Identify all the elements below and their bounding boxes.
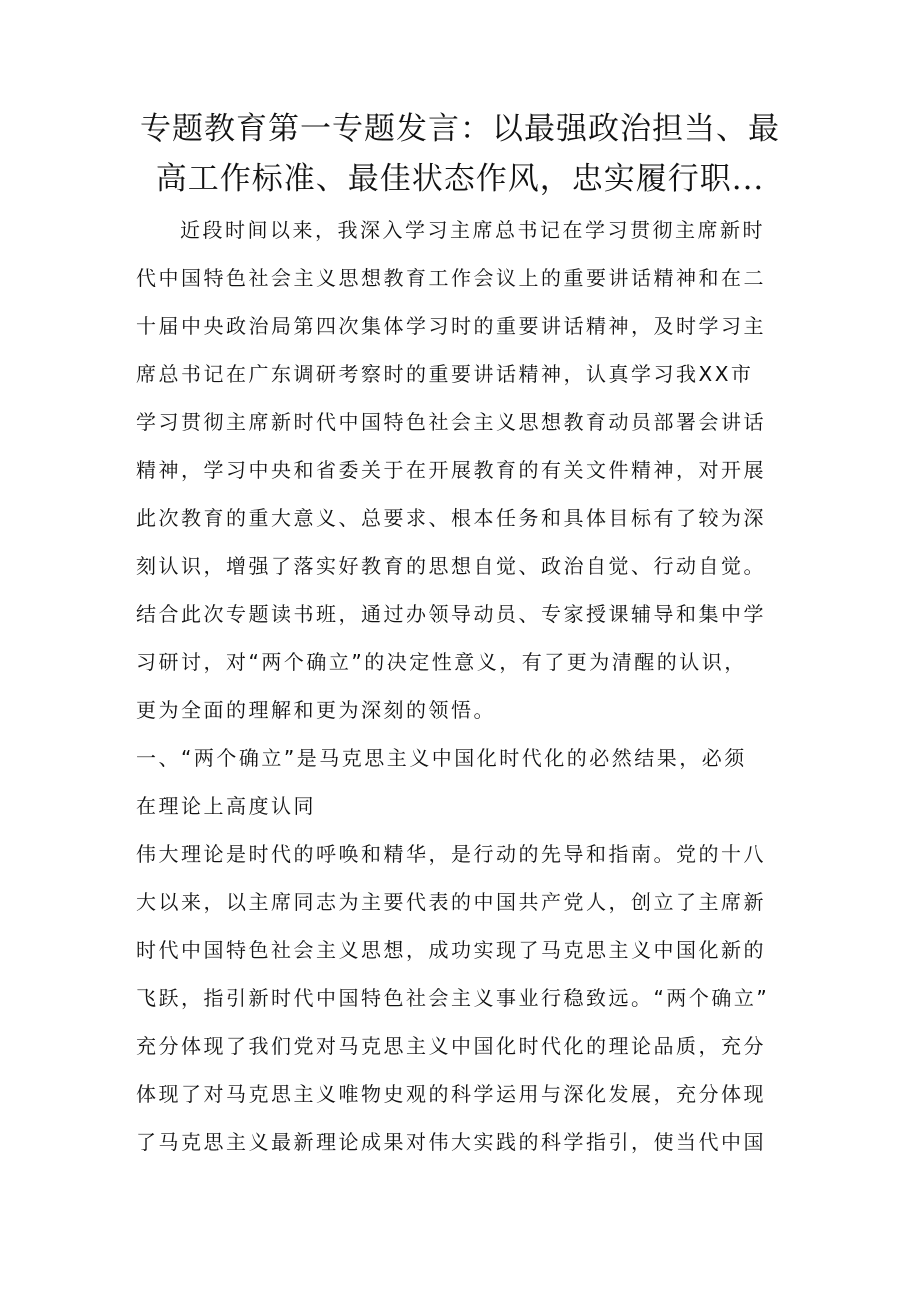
intro-line: 结合此次专题读书班，通过办领导动员、专家授课辅导和集中学 xyxy=(136,602,766,626)
intro-line: 席总书记在广东调研考察时的重要讲话精神，认真学习我XX市 xyxy=(136,362,754,386)
section-body-line: 伟大理论是时代的呼唤和精华，是行动的先导和指南。党的十八 xyxy=(136,842,766,866)
section-heading-line: 一、“两个确立”是马克思主义中国化时代化的必然结果，必须 xyxy=(136,746,747,770)
intro-line: 代中国特色社会主义思想教育工作会议上的重要讲话精神和在二 xyxy=(136,266,766,290)
intro-line: 更为全面的理解和更为深刻的领悟。 xyxy=(136,698,496,722)
intro-line: 近段时间以来，我深入学习主席总书记在学习贯彻主席新时 xyxy=(180,218,765,242)
document-title xyxy=(112,104,808,204)
section-body-line: 大以来，以主席同志为主要代表的中国共产党人，创立了主席新 xyxy=(136,890,766,914)
section-body-line: 飞跃，指引新时代中国特色社会主义事业行稳致远。“两个确立” xyxy=(136,986,770,1010)
section-body-line: 充分体现了我们党对马克思主义中国化时代化的理论品质，充分 xyxy=(136,1034,766,1058)
section-body-line: 体现了对马克思主义唯物史观的科学运用与深化发展，充分体现 xyxy=(136,1082,766,1106)
section-body-line: 了马克思主义最新理论成果对伟大实践的科学指引，使当代中国 xyxy=(136,1130,766,1154)
intro-line: 精神，学习中央和省委关于在开展教育的有关文件精神，对开展 xyxy=(136,458,766,482)
intro-line: 十届中央政治局第四次集体学习时的重要讲话精神，及时学习主 xyxy=(136,314,766,338)
title-line: 专题教育第一专题发言：以最强政治担当、最 xyxy=(140,111,780,147)
section-heading-line: 在理论上高度认同 xyxy=(136,794,316,818)
intro-line: 刻认识，增强了落实好教育的思想自觉、政治自觉、行动自觉。 xyxy=(136,554,766,578)
intro-line: 学习贯彻主席新时代中国特色社会主义思想教育动员部署会讲话 xyxy=(136,410,766,434)
intro-line: 习研讨，对“两个确立”的决定性意义，有了更为清醒的认识， xyxy=(136,650,747,674)
intro-line: 此次教育的重大意义、总要求、根本任务和具体目标有了较为深 xyxy=(136,506,766,530)
title-line: 高工作标准、最佳状态作风，忠实履行职... xyxy=(155,161,765,197)
section-body-line: 时代中国特色社会主义思想，成功实现了马克思主义中国化新的 xyxy=(136,938,766,962)
